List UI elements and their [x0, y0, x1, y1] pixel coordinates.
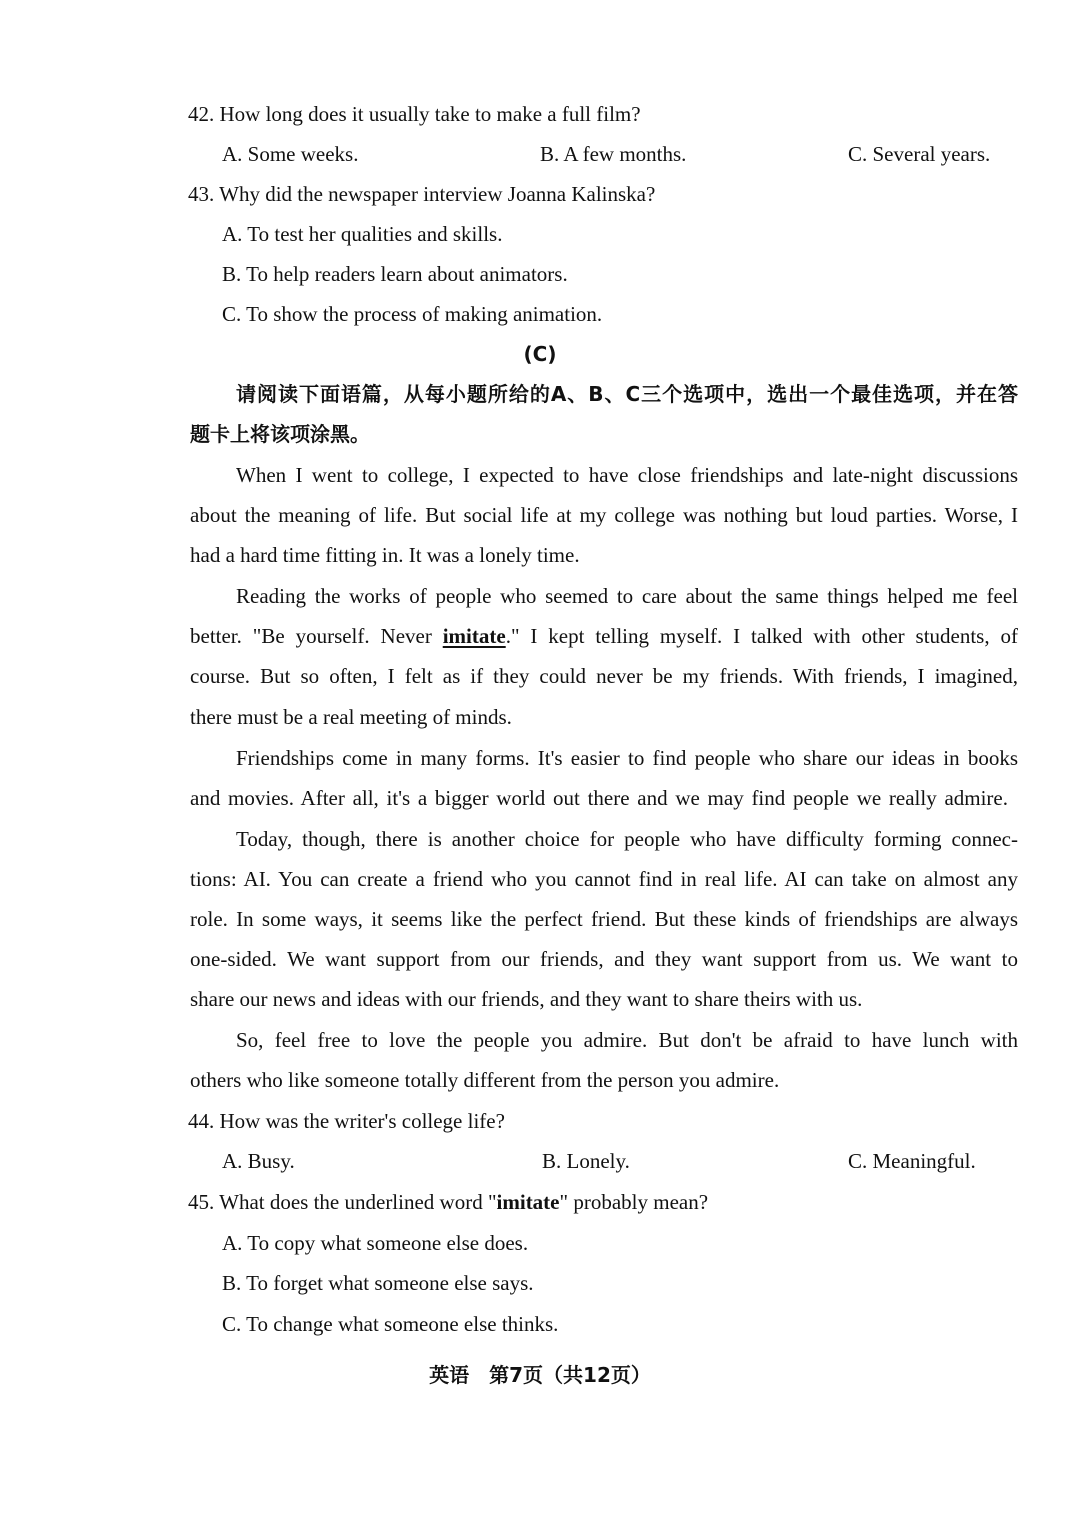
passage-text: others who like someone totally different from the person you admire.	[190, 1068, 780, 1092]
option-b: B. To help readers learn about animators.	[222, 262, 568, 286]
passage-text: role. In some ways, it seems like the perfect friend. But these kinds of friendships are always	[190, 907, 1018, 931]
option-a: A. To copy what someone else does.	[222, 1231, 529, 1255]
option-c: C. Meaningful.	[848, 1149, 976, 1173]
passage-text: course. But so often, I felt as if they could never be my friends. With friends, I imagined,	[190, 664, 1018, 688]
footer-text: 英语 第7页（共12页）	[429, 1363, 651, 1387]
question-text-part: " probably mean?	[559, 1190, 709, 1214]
section-label: (C)	[523, 342, 557, 366]
passage-text: one-sided. We want support from our friends, and they want support from us. We want to	[190, 947, 1018, 971]
passage-text: tions: AI. You can create a friend who you cannot find in real life. AI can take on almost any	[190, 867, 1018, 891]
question-text	[188, 1189, 708, 1215]
option-c: C. To show the process of making animation.	[222, 302, 603, 326]
option-a: A. Some weeks.	[222, 142, 359, 166]
option-b: B. To forget what someone else says.	[222, 1271, 534, 1295]
instructions-text: 题卡上将该项涂黑。	[190, 422, 370, 446]
option-b: B. A few months.	[540, 142, 687, 166]
question-text: 44. How was the writer's college life?	[188, 1109, 505, 1133]
passage-text: Today, though, there is another choice for people who have difficulty forming connec-	[236, 827, 1018, 851]
passage-text: When I went to college, I expected to have close friendships and late-night discussions	[236, 463, 1018, 487]
passage-text: about the meaning of life. But social life at my college was nothing but loud parties. Worse, I	[190, 503, 1018, 527]
passage-text: there must be a real meeting of minds.	[190, 705, 512, 729]
option-c: C. Several years.	[848, 142, 991, 166]
question-text: 43. Why did the newspaper interview Joanna Kalinska?	[188, 182, 656, 206]
question-text: 42. How long does it usually take to make a full film?	[188, 102, 641, 126]
passage-text: and movies. After all, it's a bigger world out there and we may find people we really admire.	[190, 786, 1008, 810]
underlined-word: imitate	[442, 624, 506, 648]
passage-text: share our news and ideas with our friends, and they want to share theirs with us.	[190, 987, 863, 1011]
passage-text: Reading the works of people who seemed to care about the same things helped me feel	[236, 584, 1018, 608]
passage-text-part: better. "Be yourself. Never	[190, 624, 443, 648]
passage-text: had a hard time fitting in. It was a lonely time.	[190, 543, 580, 567]
option-b: B. Lonely.	[542, 1149, 630, 1173]
passage-text: So, feel free to love the people you admire. But don't be afraid to have lunch with	[236, 1028, 1018, 1052]
passage-text-part: ." I kept telling myself. I talked with other students, of	[505, 624, 1018, 648]
option-a: A. Busy.	[222, 1149, 295, 1173]
question-keyword: imitate	[496, 1190, 560, 1214]
question-text-part: 45. What does the underlined word "	[188, 1190, 497, 1214]
option-c: C. To change what someone else thinks.	[222, 1312, 559, 1336]
option-a: A. To test her qualities and skills.	[222, 222, 503, 246]
passage-text	[190, 623, 1018, 649]
passage-text: Friendships come in many forms. It's easier to find people who share our ideas in books	[236, 746, 1018, 770]
instructions-text: 请阅读下面语篇，从每小题所给的A、B、C三个选项中，选出一个最佳选项，并在答	[236, 382, 1018, 406]
